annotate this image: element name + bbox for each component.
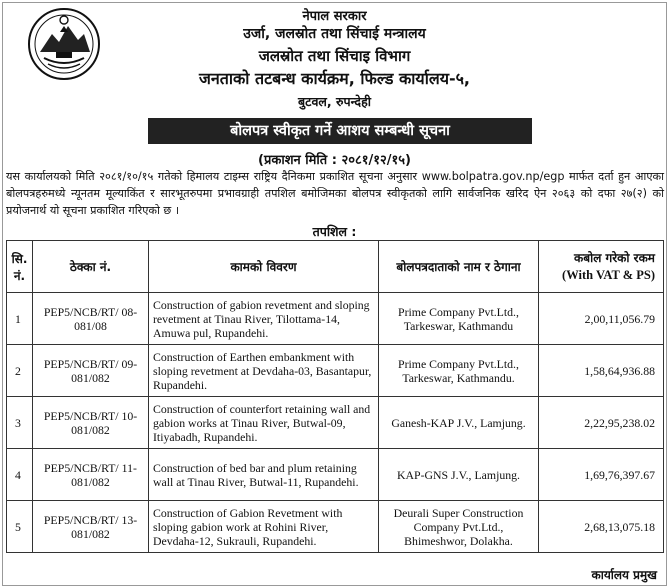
row-bidder: Deurali Super Construction Company Pvt.Ltd., Bhimeshwor, Dolakha. xyxy=(379,501,539,553)
notice-body: यस कार्यालयको मिति २०८१/१०/१५ गतेको हिमालय टाइम्स राष्ट्रिय दैनिकमा प्रकाशित सूचना अनुसार www.bolpatra.gov.np/egp मार्फत दर्ता हुन आएका बोलपत्रहरुमध्ये न्यूनतम मूल्याकिंत र सारभूतरुपमा प्रभावग्राही तपशिल बमोजिमका बोलपत्र स्वीकृतको लागि सार्वजनिक खरिद ऐन २०६३ को दफा २७(२) को प्रयोजनार्थ यो सूचना प्रकाशित गरिएको छ । xyxy=(6,170,664,217)
row-sn: 3 xyxy=(7,397,33,449)
table-row xyxy=(7,449,664,501)
row-bidder: Prime Company Pvt.Ltd., Tarkeswar, Kathmandu. xyxy=(379,345,539,397)
row-amount: 1,58,64,936.88 xyxy=(539,345,664,397)
row-contract: PEP5/NCB/RT/ 09-081/082 xyxy=(33,345,149,397)
header-government: नेपाल सरकार xyxy=(302,9,367,24)
table-row xyxy=(7,397,664,449)
tender-table xyxy=(6,240,664,553)
header-bidder: बोलपत्रदाताको नाम र ठेगाना xyxy=(379,241,539,293)
row-bidder: KAP-GNS J.V., Lamjung. xyxy=(379,449,539,501)
row-amount: 2,00,11,056.79 xyxy=(539,293,664,345)
row-sn: 4 xyxy=(7,449,33,501)
row-bidder: Ganesh-KAP J.V., Lamjung. xyxy=(379,397,539,449)
row-amount: 2,68,13,075.18 xyxy=(539,501,664,553)
publication-date: (प्रकाशन मिति : २०८१/१२/१५) xyxy=(258,153,411,168)
table-header-row xyxy=(7,241,664,293)
row-contract: PEP5/NCB/RT/ 08-081/08 xyxy=(33,293,149,345)
header-department: जलस्रोत तथा सिंचाइ विभाग xyxy=(258,47,411,65)
header-ministry: उर्जा, जलस्रोत तथा सिंचाई मन्त्रालय xyxy=(243,26,426,42)
header-amount xyxy=(539,241,664,293)
row-contract: PEP5/NCB/RT/ 10-081/082 xyxy=(33,397,149,449)
row-description: Construction of Earthen embankment with sloping revetment at Devdaha-03, Basantapur, Rupandehi. xyxy=(149,345,379,397)
row-sn: 5 xyxy=(7,501,33,553)
office-chief-signature: कार्यालय प्रमुख xyxy=(591,568,657,582)
row-amount: 1,69,76,397.67 xyxy=(539,449,664,501)
table-caption: तपशिल : xyxy=(312,224,357,239)
row-description: Construction of gabion revetment and sloping revetment at Tinau River, Tilottama-14, Amuwa pul, Rupandehi. xyxy=(149,293,379,345)
header-office: जनताको तटबन्ध कार्यक्रम, फिल्ड कार्यालय-५, xyxy=(198,69,471,88)
notice-title: बोलपत्र स्वीकृत गर्ने आशय सम्बन्धी सूचना xyxy=(148,118,532,144)
row-contract: PEP5/NCB/RT/ 13-081/082 xyxy=(33,501,149,553)
table-row xyxy=(7,293,664,345)
row-amount: 2,22,95,238.02 xyxy=(539,397,664,449)
header-amount-sub: (With VAT & PS) xyxy=(562,267,655,282)
table-row xyxy=(7,345,664,397)
row-sn: 2 xyxy=(7,345,33,397)
row-contract: PEP5/NCB/RT/ 11-081/082 xyxy=(33,449,149,501)
row-sn: 1 xyxy=(7,293,33,345)
row-description: Construction of counterfort retaining wall and gabion works at Tinau River, Butwal-09, Itiyabadh, Rupandehi. xyxy=(149,397,379,449)
header-contract: ठेक्का नं. xyxy=(33,241,149,293)
row-bidder: Prime Company Pvt.Ltd., Tarkeswar, Kathmandu xyxy=(379,293,539,345)
header-sn: सि. नं. xyxy=(7,241,33,293)
header-amount-label: कबोल गरेको रकम xyxy=(574,250,655,265)
header-description: कामको विवरण xyxy=(149,241,379,293)
row-description: Construction of Gabion Revetment with sloping gabion work at Rohini River, Devdaha-12, Sukrauli, Rupandehi. xyxy=(149,501,379,553)
row-description: Construction of bed bar and plum retaining wall at Tinau River, Butwal-11, Rupandehi. xyxy=(149,449,379,501)
table-row xyxy=(7,501,664,553)
header-location: बुटवल, रुपन्देही xyxy=(298,94,371,109)
